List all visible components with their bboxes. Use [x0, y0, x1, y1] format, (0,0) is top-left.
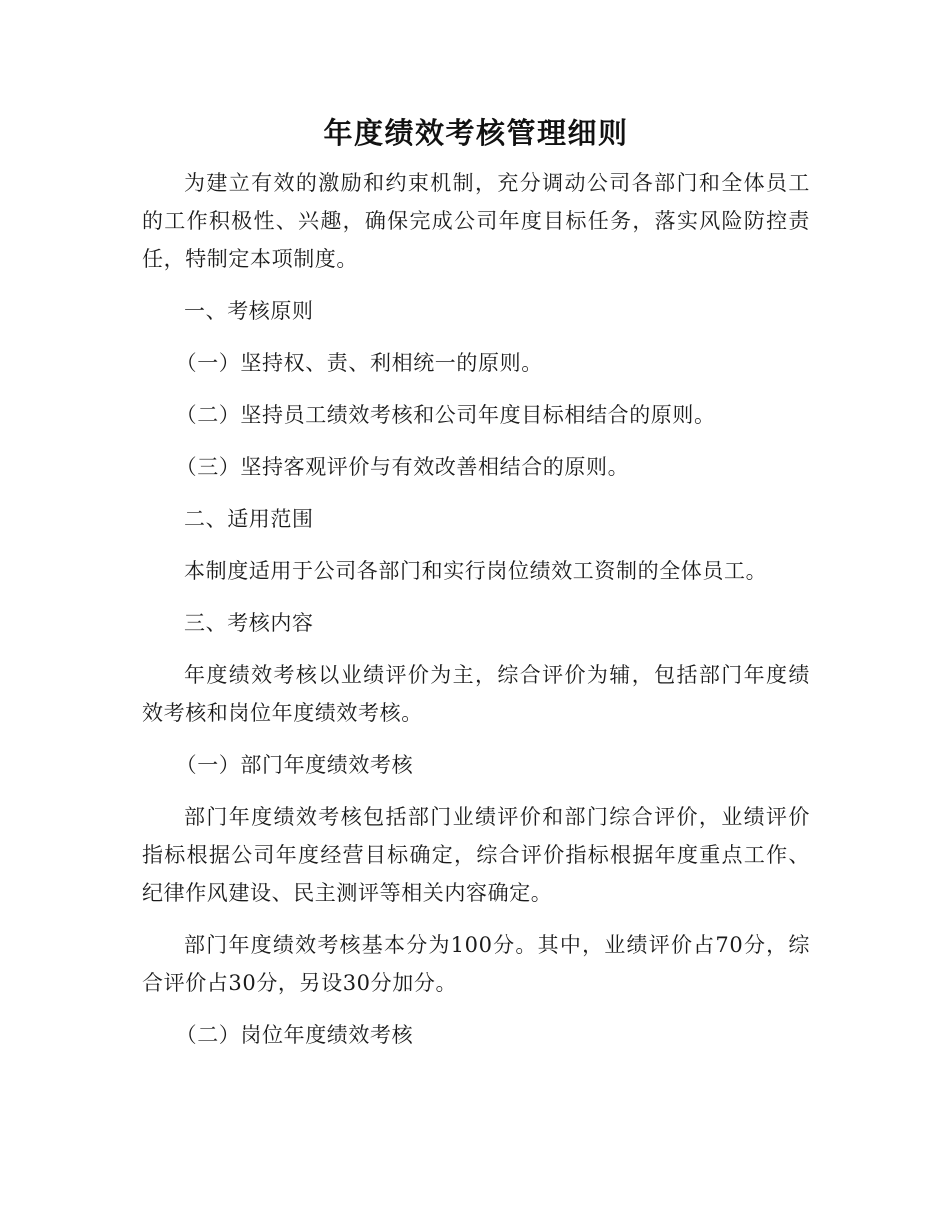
department-score-paragraph: 部门年度绩效考核基本分为100分。其中，业绩评价占70分，综合评价占30分，另设30分加分。 [142, 933, 810, 995]
document-body [142, 112, 810, 1054]
section-heading-content: 三、考核内容 [184, 611, 314, 635]
content-paragraph: 年度绩效考核以业绩评价为主，综合评价为辅，包括部门年度绩效考核和岗位年度绩效考核。 [142, 663, 810, 725]
intro-paragraph: 为建立有效的激励和约束机制，充分调动公司各部门和全体员工的工作积极性、兴趣，确保完成公司年度目标任务，落实风险防控责任，特制定本项制度。 [142, 171, 810, 271]
section-heading-principles: 一、考核原则 [184, 299, 314, 323]
principle-item-1: （一）坚持权、责、利相统一的原则。 [175, 351, 543, 375]
subsection-heading-position: （二）岗位年度绩效考核 [175, 1023, 414, 1047]
section-heading-scope: 二、适用范围 [184, 507, 314, 531]
principle-item-3: （三）坚持客观评价与有效改善相结合的原则。 [175, 455, 630, 479]
document-title: 年度绩效考核管理细则 [323, 116, 629, 150]
department-assessment-paragraph: 部门年度绩效考核包括部门业绩评价和部门综合评价，业绩评价指标根据公司年度经营目标确定，综合评价指标根据年度重点工作、纪律作风建设、民主测评等相关内容确定。 [142, 805, 810, 905]
subsection-heading-department: （一）部门年度绩效考核 [175, 753, 414, 777]
scope-paragraph: 本制度适用于公司各部门和实行岗位绩效工资制的全体员工。 [184, 559, 768, 583]
principle-item-2: （二）坚持员工绩效考核和公司年度目标相结合的原则。 [175, 403, 716, 427]
